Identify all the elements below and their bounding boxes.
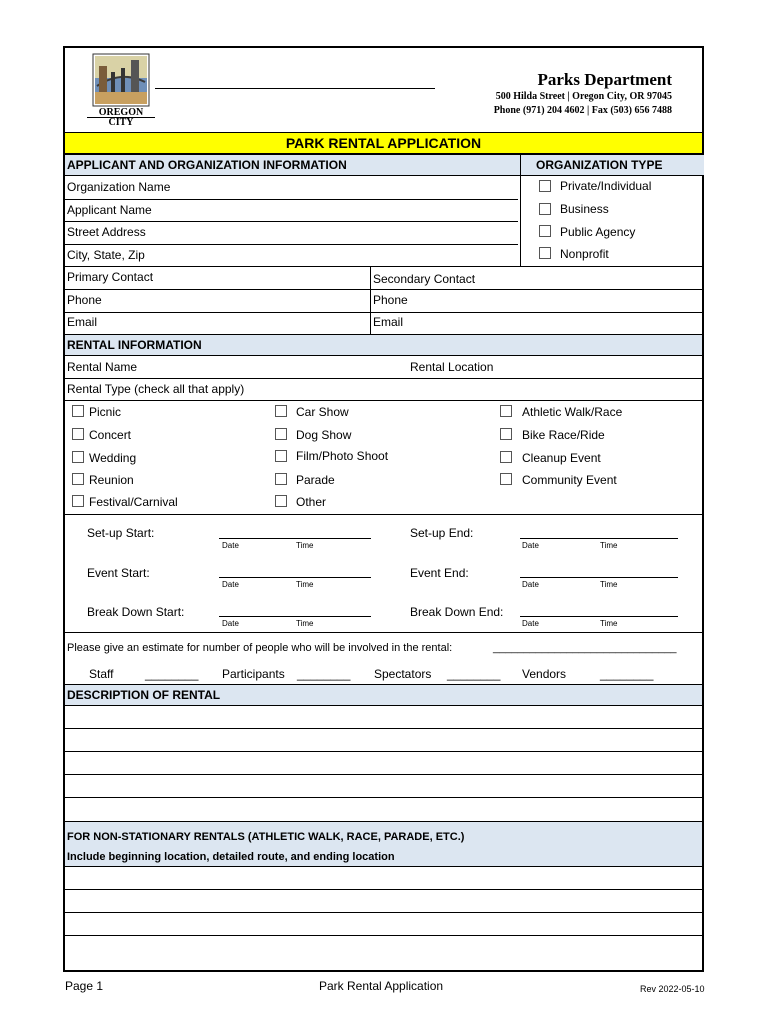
route-line-2[interactable]	[65, 890, 702, 913]
description-line-4[interactable]	[65, 775, 702, 798]
type-cleanup-label: Cleanup Event	[522, 451, 601, 465]
department-address: 500 Hilda Street | Oregon City, OR 97045	[495, 91, 672, 102]
type-car-show-checkbox[interactable]	[275, 405, 287, 417]
department-name: Parks Department	[537, 70, 672, 89]
logo-text-city: CITY	[87, 117, 155, 127]
type-reunion-label: Reunion	[89, 473, 134, 487]
route-line-4[interactable]	[65, 936, 702, 970]
type-concert-checkbox[interactable]	[72, 428, 84, 440]
rental-section-title: RENTAL INFORMATION	[67, 338, 202, 352]
logo-graphic-icon	[87, 52, 155, 108]
event-end-time-caption: Time	[600, 580, 618, 589]
rental-location-label[interactable]: Rental Location	[410, 360, 494, 374]
type-community-label: Community Event	[522, 473, 617, 487]
org-type-nonprofit-label: Nonprofit	[560, 247, 609, 261]
setup-end-label: Set-up End:	[410, 526, 474, 540]
street-address-label: Street Address	[67, 225, 146, 239]
event-end-date-caption: Date	[522, 580, 539, 589]
type-bike-label: Bike Race/Ride	[522, 428, 605, 442]
rental-type-label: Rental Type (check all that apply)	[67, 382, 245, 396]
footer-page-number: Page 1	[65, 979, 104, 993]
setup-end-time-caption: Time	[600, 541, 618, 550]
description-line-1[interactable]	[65, 706, 702, 729]
organization-name-label: Organization Name	[67, 180, 171, 194]
primary-phone-label: Phone	[67, 293, 102, 307]
breakdown-end-label: Break Down End:	[410, 605, 504, 619]
event-end-line[interactable]	[520, 577, 678, 578]
route-line-3[interactable]	[65, 913, 702, 936]
participants-blank[interactable]: ________	[297, 667, 351, 681]
breakdown-start-date-caption: Date	[222, 619, 239, 628]
estimate-prompt: Please give an estimate for number of people who will be involved in the rental:	[67, 642, 453, 654]
event-start-date-caption: Date	[222, 580, 239, 589]
event-start-line[interactable]	[219, 577, 371, 578]
vendors-blank[interactable]: ________	[600, 667, 654, 681]
type-parade-checkbox[interactable]	[275, 473, 287, 485]
primary-email-label: Email	[67, 315, 98, 329]
org-type-title: ORGANIZATION TYPE	[536, 158, 663, 172]
type-picnic-checkbox[interactable]	[72, 405, 84, 417]
event-start-time-caption: Time	[296, 580, 314, 589]
org-type-private-checkbox[interactable]	[539, 180, 551, 192]
setup-start-label: Set-up Start:	[87, 526, 155, 540]
vendors-label: Vendors	[522, 667, 567, 681]
event-start-label: Event Start:	[87, 566, 150, 580]
applicant-section-title: APPLICANT AND ORGANIZATION INFORMATION	[67, 158, 347, 172]
type-bike-checkbox[interactable]	[500, 428, 512, 440]
breakdown-end-date-caption: Date	[522, 619, 539, 628]
type-festival-checkbox[interactable]	[72, 495, 84, 507]
primary-contact-label: Primary Contact	[67, 270, 154, 284]
setup-start-date-caption: Date	[222, 541, 239, 550]
description-line-3[interactable]	[65, 752, 702, 775]
nonstationary-section-header	[65, 821, 702, 867]
type-dog-show-checkbox[interactable]	[275, 428, 287, 440]
type-wedding-checkbox[interactable]	[72, 451, 84, 463]
participants-label: Participants	[222, 667, 285, 681]
setup-start-time-caption: Time	[296, 541, 314, 550]
spectators-label: Spectators	[374, 667, 432, 681]
type-festival-label: Festival/Carnival	[89, 495, 178, 509]
description-line-2[interactable]	[65, 729, 702, 752]
org-type-header	[520, 154, 704, 176]
breakdown-end-time-caption: Time	[600, 619, 618, 628]
breakdown-start-label: Break Down Start:	[87, 605, 185, 619]
setup-end-line[interactable]	[520, 538, 678, 539]
estimate-total-blank[interactable]: ______________________________	[493, 642, 677, 654]
org-type-business-label: Business	[560, 202, 609, 216]
description-section-title: DESCRIPTION OF RENTAL	[67, 688, 221, 702]
type-athletic-checkbox[interactable]	[500, 405, 512, 417]
department-contact: Phone (971) 204 4602 | Fax (503) 656 7488	[493, 105, 672, 116]
rental-name-label[interactable]: Rental Name	[67, 360, 138, 374]
type-other-label: Other	[296, 495, 327, 509]
form-title-band	[65, 132, 702, 154]
description-section-header	[65, 684, 702, 706]
secondary-email-label: Email	[373, 315, 404, 329]
nonstationary-title: FOR NON-STATIONARY RENTALS (ATHLETIC WALK, RACE, PARADE, ETC.)	[67, 831, 465, 843]
type-film-photo-label: Film/Photo Shoot	[296, 449, 389, 463]
footer-revision: Rev 2022-05-10	[640, 984, 705, 994]
spectators-blank[interactable]: ________	[447, 667, 501, 681]
route-line-1[interactable]	[65, 867, 702, 890]
description-line-5[interactable]	[65, 798, 702, 821]
type-car-show-label: Car Show	[296, 405, 349, 419]
setup-end-date-caption: Date	[522, 541, 539, 550]
type-dog-show-label: Dog Show	[296, 428, 352, 442]
breakdown-start-line[interactable]	[219, 616, 371, 617]
event-end-label: Event End:	[410, 566, 469, 580]
secondary-phone-label: Phone	[373, 293, 408, 307]
form-title: PARK RENTAL APPLICATION	[285, 135, 482, 151]
type-film-photo-checkbox[interactable]	[275, 450, 287, 462]
staff-label: Staff	[89, 667, 114, 681]
rental-section-header	[65, 334, 702, 356]
type-reunion-checkbox[interactable]	[72, 473, 84, 485]
breakdown-start-time-caption: Time	[296, 619, 314, 628]
type-athletic-label: Athletic Walk/Race	[522, 405, 623, 419]
header-rule	[155, 88, 435, 89]
staff-blank[interactable]: ________	[145, 667, 199, 681]
type-cleanup-checkbox[interactable]	[500, 451, 512, 463]
oregon-city-logo	[87, 52, 155, 126]
type-concert-label: Concert	[89, 428, 132, 442]
city-state-zip-label: City, State, Zip	[67, 248, 145, 262]
org-type-public-agency-label: Public Agency	[560, 225, 636, 239]
nonstationary-subtitle: Include beginning location, detailed route, and ending location	[67, 851, 395, 863]
breakdown-end-line[interactable]	[520, 616, 678, 617]
secondary-contact-label: Secondary Contact	[373, 272, 476, 286]
setup-start-line[interactable]	[219, 538, 371, 539]
logo-text-oregon: OREGON	[98, 107, 144, 118]
type-community-checkbox[interactable]	[500, 473, 512, 485]
applicant-name-label: Applicant Name	[67, 203, 152, 217]
type-wedding-label: Wedding	[89, 451, 137, 465]
org-type-business-checkbox[interactable]	[539, 203, 551, 215]
type-parade-label: Parade	[296, 473, 335, 487]
org-type-public-agency-checkbox[interactable]	[539, 225, 551, 237]
org-type-private-label: Private/Individual	[560, 179, 652, 193]
type-picnic-label: Picnic	[89, 405, 122, 419]
org-type-nonprofit-checkbox[interactable]	[539, 247, 551, 259]
form-sheet	[63, 46, 704, 972]
footer-form-name: Park Rental Application	[319, 979, 444, 993]
type-other-checkbox[interactable]	[275, 495, 287, 507]
